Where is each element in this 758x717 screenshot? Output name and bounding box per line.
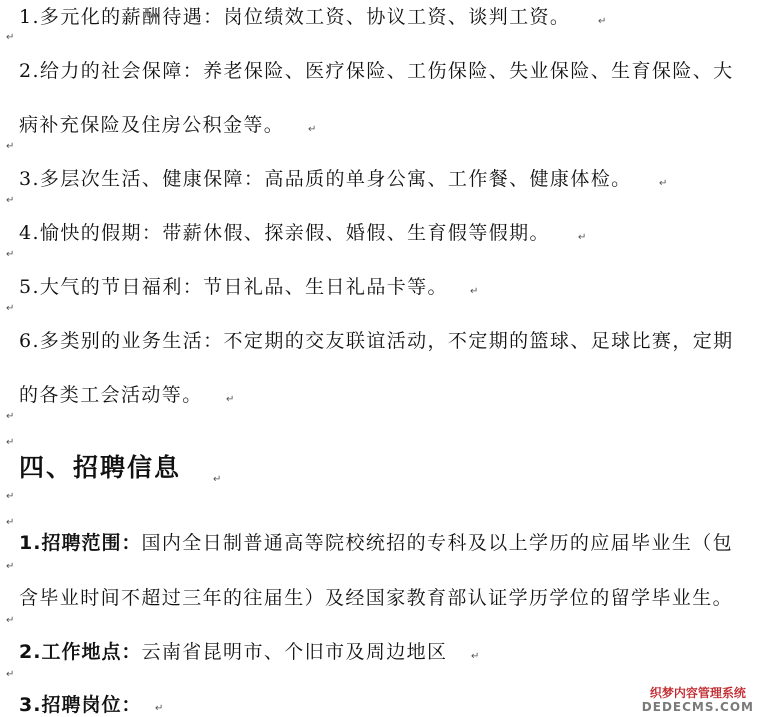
watermark-cn: 织梦内容管理系统 [649, 686, 746, 700]
watermark-en: DEDECMS.COM [641, 700, 754, 714]
site-watermark [642, 686, 754, 714]
benefit-4: 4.愉快的假期：带薪休假、探亲假、婚假、生育假等假期。 [19, 222, 550, 244]
benefit-3: 3.多层次生活、健康保障：高品质的单身公寓、工作餐、健康体检。 [19, 168, 632, 190]
paragraph-mark: ↵ [6, 437, 15, 448]
benefit-5: 5.大气的节日福利：节日礼品、生日礼品卡等。 [19, 276, 448, 298]
paragraph-mark: ↵ [6, 195, 15, 206]
paragraph-mark: ↵ [6, 517, 15, 528]
section-heading: 四、招聘信息 [19, 453, 182, 482]
benefit-6-line-2: 的各类工会活动等。 [19, 384, 203, 406]
paragraph-mark: ↵ [598, 16, 607, 27]
paragraph-mark: ↵ [6, 669, 15, 680]
paragraph-mark: ↵ [6, 32, 15, 43]
paragraph-mark: ↵ [6, 561, 15, 572]
recruit-positions [19, 693, 141, 717]
recruit-location [19, 640, 447, 664]
paragraph-mark: ↵ [578, 232, 587, 243]
location-text: 云南省昆明市、个旧市及周边地区 [141, 641, 448, 663]
paragraph-mark: ↵ [213, 474, 222, 485]
paragraph-mark: ↵ [226, 394, 235, 405]
benefit-2-line-1: 2.给力的社会保障：养老保险、医疗保险、工伤保险、失业保险、生育保险、大 [19, 60, 734, 82]
paragraph-mark: ↵ [659, 178, 668, 189]
paragraph-mark: ↵ [6, 303, 15, 314]
paragraph-mark: ↵ [6, 141, 15, 152]
paragraph-mark: ↵ [6, 615, 15, 626]
location-label: 2.工作地点： [19, 641, 142, 663]
benefit-1: 1.多元化的薪酬待遇：岗位绩效工资、协议工资、谈判工资。 [19, 6, 571, 28]
paragraph-mark: ↵ [155, 703, 164, 714]
recruit-scope-line-1 [19, 531, 733, 555]
benefit-6-line-1: 6.多类别的业务生活：不定期的交友联谊活动，不定期的篮球、足球比赛，定期 [19, 330, 734, 352]
scope-label: 1.招聘范围： [19, 532, 142, 554]
benefit-2-line-2: 病补充保险及住房公积金等。 [19, 114, 285, 136]
recruit-scope-line-2: 含毕业时间不超过三年的往届生）及经国家教育部认证学历学位的留学毕业生。 [19, 587, 734, 609]
paragraph-mark: ↵ [6, 249, 15, 260]
paragraph-mark: ↵ [470, 286, 479, 297]
paragraph-mark: ↵ [471, 651, 480, 662]
paragraph-mark: ↵ [6, 411, 15, 422]
positions-label: 3.招聘岗位： [19, 694, 142, 716]
paragraph-mark: ↵ [308, 124, 317, 135]
scope-text: 国内全日制普通高等院校统招的专科及以上学历的应届毕业生（包 [141, 532, 734, 554]
paragraph-mark: ↵ [6, 491, 15, 502]
